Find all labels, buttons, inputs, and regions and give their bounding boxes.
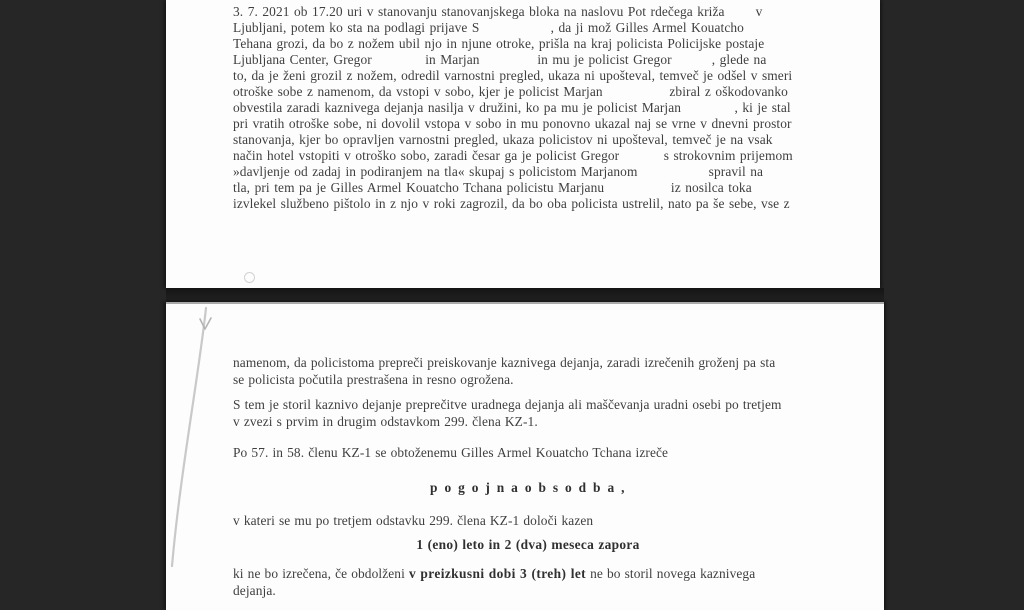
paragraph-facts-line: se policista počutila prestrašena in resno ogrožena. <box>233 371 514 387</box>
page-gap <box>166 288 884 302</box>
document-line: izvlekel službeno pištolo in z njo v roki zagrozil, da bo oba policista ustrelil, nato pa še sebe, vse z <box>233 196 790 211</box>
page1-text-block <box>233 4 853 212</box>
paragraph-ruling-intro: Po 57. in 58. členu KZ-1 se obtoženemu Gilles Armel Kouatcho Tchana izreče <box>233 445 669 460</box>
scan-circle-artifact <box>244 272 255 283</box>
heading-conditional-sentence: p o g o j n a o b s o d b a , <box>430 479 626 495</box>
paragraph-facts-line: namenom, da policistoma prepreči preiskovanje kaznivega dejanja, zaradi izrečenih groženj pa sta <box>233 355 776 370</box>
document-page-2[interactable] <box>166 302 884 610</box>
paragraph-probation-end: dejanja. <box>233 582 276 598</box>
document-line: tla, pri tem pa je Gilles Armel Kouatcho Tchana policistu Marjanu iz nosilca toka <box>233 180 752 195</box>
penalty-text: 1 (eno) leto in 2 (dva) meseca zapora <box>416 537 640 552</box>
probation-text-post: ne bo storil novega kaznivega <box>586 566 756 581</box>
probation-period-bold: v preizkusni dobi 3 (treh) let <box>408 566 587 581</box>
document-line: Ljubljana Center, Gregor in Marjan in mu je policist Gregor , glede na <box>233 52 767 67</box>
paragraph-offense-line: v zvezi s prvim in drugim odstavkom 299. člena KZ-1. <box>233 413 538 429</box>
document-line: Ljubljani, potem ko sta na podlagi prijave S , da ji mož Gilles Armel Kouatcho <box>233 20 744 35</box>
paragraph-probation <box>233 566 823 583</box>
document-line: stanovanja, kjer bo opravljen varnostni pregled, ukaza policistov ni upošteval, temveč je na vsak <box>233 132 773 147</box>
paragraph-offense-line: S tem je storil kaznivo dejanje preprečitve uradnega dejanja ali maščevanja uradni osebi po tretjem <box>233 397 782 412</box>
document-line: pri vratih otroške sobe, ni dovolil vstopa v sobo in mu ponovno ukazal naj se vrne v dnevni prostor <box>233 116 792 131</box>
probation-text-pre: ki ne bo izrečena, če obdolženi <box>233 566 409 581</box>
paragraph-penalty-intro: v kateri se mu po tretjem odstavku 299. člena KZ-1 določi kazen <box>233 512 594 528</box>
document-page-1[interactable] <box>166 0 880 288</box>
document-line: to, da je ženi grozil z nožem, odredil varnostni pregled, ukaza ni upošteval, temveč je odšel v smeri <box>233 68 793 83</box>
document-line: Tehana grozi, da bo z nožem ubil njo in njune otroke, prišla na kraj policista Policijske postaje <box>233 36 765 51</box>
document-line: obvestila zaradi kaznivega dejanja nasilja v družini, ko pa mu je policist Marjan , ki je stal <box>233 100 791 115</box>
document-line: otroške sobe z namenom, da vstopi v sobo, kjer je policist Marjan zbiral z oškodovanko <box>233 84 788 99</box>
document-line: 3. 7. 2021 ob 17.20 uri v stanovanju stanovanjskega bloka na naslovu Pot rdečega križa v <box>233 4 763 19</box>
page2-text-block <box>233 304 823 599</box>
document-line: »davljenje od zadaj in podiranjem na tla« skupaj s policistom Marjanom spravil na <box>233 164 764 179</box>
document-line: način hotel vstopiti v otroško sobo, zaradi česar ga je policist Gregor s strokovnim prijemom <box>233 148 793 163</box>
